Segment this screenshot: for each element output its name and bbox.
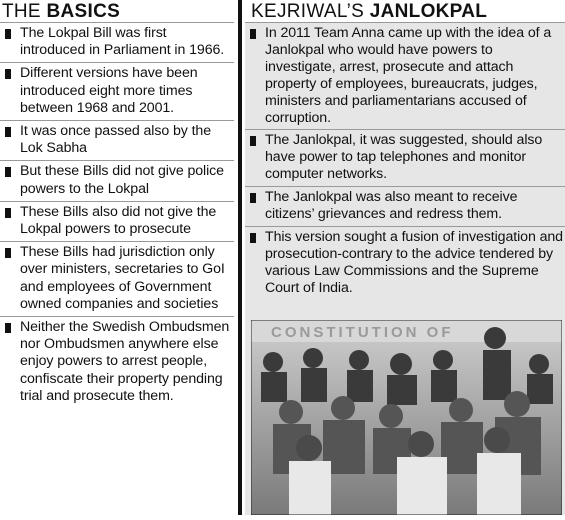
janlokpal-heading [245,0,565,22]
basics-heading-title: BASICS [46,1,121,22]
basics-item [0,120,234,160]
basics-item-text: It was once passed also by the Lok Sabha [20,123,212,157]
bullet-icon [250,233,256,243]
bullet-icon [5,167,11,177]
crowd-photo-image [251,320,562,515]
basics-item-text: The Lokpal Bill was first introduced in Parliament in 1966. [20,25,225,59]
janlokpal-item [245,129,565,186]
basics-item [0,201,234,241]
basics-item-text: These Bills had jurisdiction only over ministers, secretaries to GoI and employees of Government owned companies and societies [20,244,225,312]
protest-photo [251,320,562,515]
bullet-icon [5,323,11,333]
basics-item [0,241,234,316]
janlokpal-item [245,186,565,226]
bullet-icon [250,136,256,146]
column-divider [238,0,242,515]
basics-item-text: Different versions have been introduced eight more times between 1968 and 2001. [20,65,198,116]
banner-text: CONSTITUTION OF [271,324,454,341]
basics-item [0,22,234,62]
basics-heading-prefix: THE [2,1,47,22]
basics-item [0,160,234,200]
bullet-icon [5,29,11,39]
janlokpal-item [245,22,565,129]
bullet-icon [250,29,256,39]
bullet-icon [5,208,11,218]
basics-heading [0,0,234,22]
bullet-icon [5,248,11,258]
bullet-icon [5,127,11,137]
basics-item-text: Neither the Swedish Ombudsmen nor Ombudsmen anywhere else enjoy powers to arrest people, confiscate their property pending trial and prosecute them. [20,319,230,404]
basics-item-text: But these Bills did not give police powers to the Lokpal [20,163,224,197]
janlokpal-item-text: This version sought a fusion of investigation and prosecution-contrary to the advice tendered by various Law Commissions and the Supreme Court of India. [265,228,563,296]
janlokpal-heading-prefix: KEJRIWAL’S [251,1,370,22]
bullet-icon [250,193,256,203]
janlokpal-heading-title: JANLOKPAL [369,1,488,22]
basics-item-text: These Bills also did not give the Lokpal powers to prosecute [20,203,217,238]
basics-item [0,316,234,408]
basics-item [0,62,234,120]
janlokpal-item [245,226,565,300]
janlokpal-item-text: In 2011 Team Anna came up with the idea of a Janlokpal who would have powers to investigate, arrest, prosecute and attach property of employees, bureaucrats, judges, ministers and parliamentarians accused of corruption. [265,25,552,126]
janlokpal-item-text: The Janlokpal, it was suggested, should also have power to tap telephones and monitor computer networks. [265,132,543,183]
janlokpal-item-text: The Janlokpal was also meant to receive citizens’ grievances and redress them. [265,189,518,223]
basics-column [0,0,234,408]
bullet-icon [5,69,11,79]
